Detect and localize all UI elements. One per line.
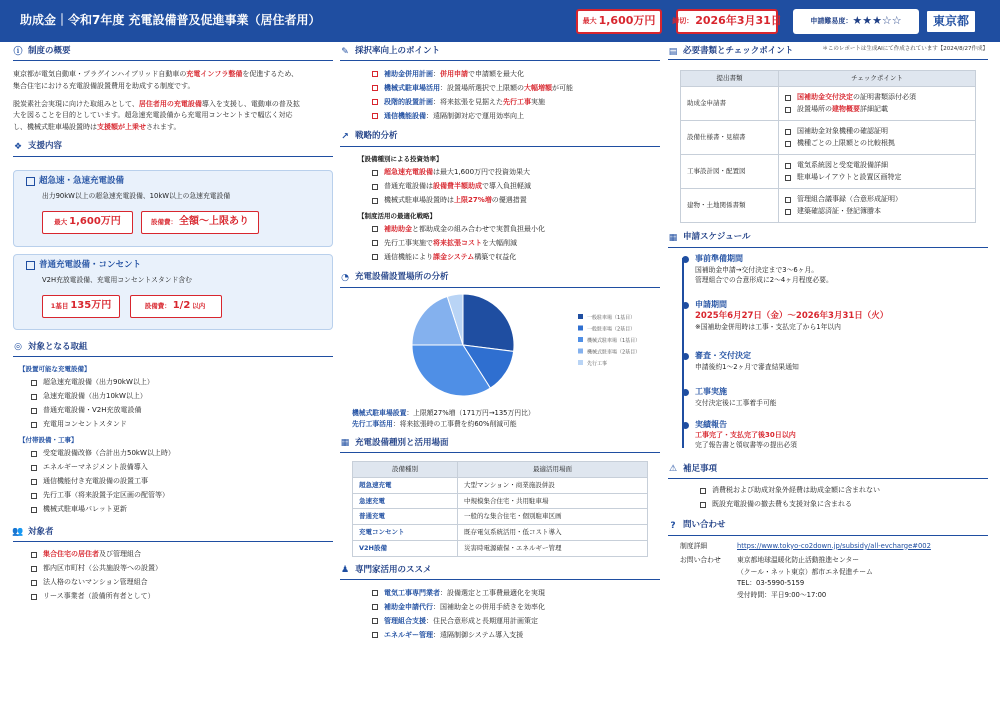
list-item: 法人格のないマンション管理組合	[31, 576, 333, 590]
checkbox-icon	[372, 590, 378, 596]
experts-heading: ♟ 専門家活用のススメ	[340, 565, 660, 580]
square-icon	[26, 177, 35, 186]
checkbox-icon	[785, 107, 791, 113]
table-row: 設備仕様書・見積書 国補助金対象機種の確認証明 機種ごとの上限額との比較根拠	[681, 121, 976, 155]
checkbox-icon	[785, 197, 791, 203]
checkbox-icon	[372, 71, 378, 77]
docs-heading: ▤ 必要書類とチェックポイント	[668, 46, 794, 57]
info-icon: ⓘ	[13, 46, 23, 57]
checkbox-icon	[372, 618, 378, 624]
schedule-timeline	[668, 248, 988, 460]
checkbox-icon	[31, 552, 37, 558]
list-item: リース事業者（設備所有者として）	[31, 590, 333, 604]
checkbox-icon	[372, 85, 378, 91]
checkbox-icon	[31, 451, 37, 457]
checkbox-icon	[785, 175, 791, 181]
timeline-dot	[682, 256, 689, 263]
max-amount-badge: 最大 1,600万円	[576, 9, 662, 34]
timeline-step: 事前準備期間 国補助金申請→交付決定まで3〜6ヶ月。 管理組合での合意形成に2〜4ヶ月程度必要。	[695, 254, 833, 286]
support-fast-max: 最大 1,600万円	[42, 211, 133, 234]
help-icon: ?	[670, 520, 676, 531]
usage-heading: ▦ 充電設備種別と活用場面	[340, 438, 660, 453]
support-box-normal: 普通充電設備・コンセント V2H充放電設備、充電用コンセントスタンド含む 1基目 135万円 設備費： 1/2 以内	[13, 254, 333, 330]
timeline-dot	[682, 422, 689, 429]
checkbox-icon	[31, 380, 37, 386]
checkbox-icon	[372, 170, 378, 176]
checkbox-icon	[31, 580, 37, 586]
support-normal-first: 1基目 135万円	[42, 295, 120, 318]
overview-text: 東京都が電気自動車・プラグインハイブリッド自動車の充電インフラ整備を促進するため、 集合住宅における充電設備設置費用を助成する制度です。	[13, 70, 299, 91]
checkbox-icon	[700, 502, 706, 508]
timeline-dot	[682, 302, 689, 309]
timeline-step: 実績報告 工事完了・支払完了後30日以内 完了報告書と領収書等の提出必須	[695, 420, 797, 451]
checkbox-icon	[372, 198, 378, 204]
eligible-list	[31, 548, 333, 604]
table-row: V2H設備 災害時電源確保・エネルギー管理	[353, 540, 648, 556]
contact-heading: ? 問い合わせ	[668, 520, 988, 535]
difficulty-badge: 申請難易度： ★★★☆☆	[793, 9, 919, 34]
strategy-list-1	[372, 166, 660, 208]
targets-list-2	[31, 447, 333, 517]
list-item: 普通充電設備は 設備費半額助成 で導入負担軽減	[372, 180, 660, 194]
target-icon: ◎	[14, 342, 22, 353]
pie-chart-area	[340, 288, 660, 408]
timeline-dot	[682, 389, 689, 396]
legend-swatch	[578, 325, 583, 330]
strategy-heading: ↗ 戦略的分析	[340, 131, 660, 146]
table-row: 充電コンセント 既存電気系統活用・低コスト導入	[353, 525, 648, 541]
targets-heading: ◎ 対象となる取組	[13, 342, 333, 357]
table-row: 急速充電 中規模集合住宅・共用駐車場	[353, 493, 648, 509]
table-row: 工事設計図・配置図 電気系統図と受変電設備詳細 駐車場レイアウトと設置区画特定	[681, 155, 976, 189]
support-heading: ❖ 支援内容	[13, 141, 333, 156]
list-item: 管理組合支援 ：住民合意形成と長期運用計画策定	[372, 614, 660, 628]
warning-icon: ⚠	[668, 464, 678, 475]
checkbox-icon	[372, 604, 378, 610]
pie-slice	[463, 294, 514, 351]
table-row: 超急速充電 大型マンション・商業施設併設	[353, 477, 648, 493]
usage-table: 設備種別 最適活用場面 超急速充電 大型マンション・商業施設併設 急速充電 中規模集合住宅・共用駐車場 普通充電 一般的な集合住宅・個別駐車区画 充電コンセント 既存電気系統活用・低コスト導入 V2H設備 災害時電源確保・エネルギー管理	[352, 461, 648, 557]
list-item: 通信機能設備 ： 遠隔制御対応で運用効率向上	[372, 109, 660, 123]
adoption-list	[372, 67, 660, 123]
list-item: 超急速充電設備 は最大1,600万円で投資効果大	[372, 166, 660, 180]
list-item: 補助助金 と都助成金の組み合わせで実質負担最小化	[372, 222, 660, 236]
list-item: 先行工事（将来設置予定区画の配管等）	[31, 489, 333, 503]
region-badge: 東京都	[925, 9, 977, 34]
list-item: 通信機能付き充電設備の設置工事	[31, 475, 333, 489]
support-box-fast: 超急速・急速充電設備 出力90kW以上の超急速充電設備、10kW以上の急速充電設備 最大 1,600万円 設備費： 全額〜上限あり	[13, 170, 333, 247]
checkbox-icon	[372, 184, 378, 190]
experts-list	[372, 586, 660, 642]
list-item: 充電用コンセントスタンド	[31, 418, 333, 432]
checkbox-icon	[785, 95, 791, 101]
checkbox-icon	[372, 240, 378, 246]
list-item: エネルギー管理 ：遠隔制御システム導入支援	[372, 628, 660, 642]
chart-up-icon: ↗	[341, 132, 349, 143]
list-item: 消費税および助成対象外経費は助成金額に含まれない	[700, 484, 988, 498]
checkbox-icon	[31, 408, 37, 414]
pie-chart-icon: ◔	[341, 273, 349, 284]
eligible-heading: 👥 対象者	[13, 527, 333, 542]
checkbox-icon	[785, 163, 791, 169]
list-item: 超急速充電設備（出力90kW以上）	[31, 376, 333, 390]
support-normal-rate: 設備費： 1/2 以内	[130, 295, 222, 318]
page-title: 助成金｜令和7年度 充電設備普及促進事業（居住者用）	[20, 13, 321, 27]
checkbox-icon	[372, 99, 378, 105]
list-item: 電気工事専門業者 ：設備選定と工事費最適化を実現	[372, 586, 660, 600]
clipboard-icon: ▤	[668, 46, 678, 57]
calendar-icon: ▦	[668, 232, 678, 243]
checkbox-icon	[372, 254, 378, 260]
checkbox-icon	[31, 465, 37, 471]
overview-text-2: 脱炭素社会実現に向けた取組みとして、居住者用の充電設備導入を支援し、電動車の普及拡 大を図ることを目的としています。超急速充電設備から充電用コンセントまで幅広く対応 し、機械式駐車場設置時は支援額が上乗せされます。	[13, 99, 300, 131]
list-item: 既設充電設備の撤去費も支援対象に含まれる	[700, 498, 988, 512]
middle-column: ✎ 採択率向上のポイント 補助金併用計画 ： 併用申請 で申請額を最大化 機械式駐車場活用 ： 設置場所選択で上限額の 大幅増額 が可能 段階的設置計画 ： 将来拡張を見据えた 先行工事 実施 通信機能設備 ： 遠隔制御対応で運用効率向上 ↗ 戦略的分析 【設備種別による投資効率】 超急速充電設備 は最大1,600万円で投資効果大 普通充電設備は 設備費半額助成 で導入負担軽減 機械式駐車場設置時は 上限27%増 の優遇措置 【制度活用の最適化戦略】 補助助金 と都助成金の組み合わせで実質負担最小化 先行工事実施で 将来拡張コスト を大幅削減 通信機能により 課金システム 構築で収益化 ◔ 充電設備設置場所の分析 一般駐車場（1基目） 一般駐車場（2基目） 機械式駐車場（1基目） 機械式駐車場（2基目） 先行工事 機械式駐車場設置：上限額27%増（171万円→135万円比） 先行工事活用：将来拡張時の工事費を約60%削減可能 ▦ 充電設備種別と活用場面 設備種別 最適活用場面 超急速充電 大型マンション・商業施設併設 急速充電 中規模集合住宅・共用駐車場 普通充電 一般的な集合住宅・個別駐車区画 充電コンセント 既存電気系統活用・低コスト導入 V2H設備 災害時電源確保・エネルギー管理 ♟ 専門家活用のススメ 電気工事専門業者 ：設備選定と工事費最適化を実現 補助金申請代行 ：国補助金との併用手続きを効率化 管理組合支援 ：住民合意形成と長期運用計画策定 エネルギー管理 ：遠隔制御システム導入支援	[340, 46, 660, 642]
support-fast-rate: 設備費： 全額〜上限あり	[141, 211, 259, 234]
legend-swatch	[578, 314, 583, 319]
table-row: 助成金申請書 国補助金交付決定 の証明書類添付必須 設置場所の 建物概要 詳細記載	[681, 87, 976, 121]
table-row: 建物・土地関係書類 管理組合議事録（合意形成証明） 建築確認済証・登記簿謄本	[681, 189, 976, 223]
timeline-step: 工事実施 交付決定後に工事着手可能	[695, 387, 777, 408]
checkbox-icon	[785, 141, 791, 147]
list-item: 都内区市町村（公共施設等への設置）	[31, 562, 333, 576]
legend-swatch	[578, 360, 583, 365]
checkbox-icon	[372, 632, 378, 638]
legend-swatch	[578, 348, 583, 353]
list-item: 通信機能により 課金システム 構築で収益化	[372, 250, 660, 264]
checkbox-icon	[785, 209, 791, 215]
list-item: 機械式駐車場活用 ： 設置場所選択で上限額の 大幅増額 が可能	[372, 81, 660, 95]
checkbox-icon	[31, 479, 37, 485]
overview-heading: ⓘ 制度の概要	[13, 46, 333, 61]
timeline-step: 申請期間 2025年6月27日（金）〜2026年3月31日（火） ※国補助金併用時は工事・支払完了から1年以内	[695, 300, 888, 333]
deadline-badge: 締切： 2026年3月31日	[676, 9, 778, 34]
contact-block: 制度詳細 https://www.tokyo-co2down.jp/subsidy/all-evcharge#002 お問い合わせ 東京都地球温暖化防止活動推進センター （クール・ネット東京）都市エネ促進チーム TEL：03-5990-5159 受付時間：平日9:00〜17:00	[668, 536, 988, 616]
pencil-icon: ✎	[341, 46, 349, 57]
left-column: ⓘ 制度の概要 東京都が電気自動車・プラグインハイブリッド自動車の充電インフラ整備を促進するため、 集合住宅における充電設備設置費用を助成する制度です。 脱炭素社会実現に向けた取組みとして、居住者用の充電設備導入を支援し、電動車の普及拡 大を図ることを目的としています。超急速充電設備から充電用コンセントまで幅広く対応 し、機械式駐車場設置時は支援額が上乗せされます。 ❖ 支援内容 超急速・急速充電設備 出力90kW以上の超急速充電設備、10kW以上の急速充電設備 最大 1,600万円 設備費： 全額〜上限あり 普通充電設備・コンセント V2H充放電設備、充電用コンセントスタンド含む 1基目 135万円 設備費： 1/2 以内 ◎ 対象となる取組 【設置可能な充電設備】 超急速充電設備（出力90kW以上） 急速充電設備（出力10kW以上） 普通充電設備・V2H充放電設備 充電用コンセントスタンド 【付帯設備・工事】 受変電設備改修（合計出力50kW以上時） エネルギーマネジメント設備導入 通信機能付き充電設備の設置工事 先行工事（将来設置予定区画の配管等） 機械式駐車場パレット更新 👥 対象者 集合住宅の居住者 及び管理組合 都内区市町村（公共施設等への設置） 法人格のないマンション管理組合 リース事業者（設備所有者として）	[13, 46, 333, 604]
pie-chart	[340, 288, 660, 408]
checkbox-icon	[31, 594, 37, 600]
right-column	[668, 46, 988, 616]
schedule-heading: ▦ 申請スケジュール	[668, 232, 988, 247]
checkbox-icon	[372, 226, 378, 232]
people-icon: 👥	[12, 527, 24, 538]
legend-swatch	[578, 337, 583, 342]
pie-notes: 機械式駐車場設置：上限額27%増（171万円→135万円比） 先行工事活用：将来拡張時の工事費を約60%削減可能	[352, 408, 535, 428]
ai-note: ＊このレポートは生成AIにて作成されています【2024/8/27作成】	[822, 46, 988, 52]
list-item: 補助金申請代行 ：国補助金との併用手続きを効率化	[372, 600, 660, 614]
notes-heading: ⚠ 補足事項	[668, 464, 988, 479]
handshake-icon: ❖	[13, 141, 23, 152]
legend-label: 先行工事	[587, 360, 608, 367]
list-item: 急速充電設備（出力10kW以上）	[31, 390, 333, 404]
checkbox-icon	[785, 129, 791, 135]
list-item: 機械式駐車場設置時は 上限27%増 の優遇措置	[372, 194, 660, 208]
checkbox-icon	[31, 422, 37, 428]
pie-heading: ◔ 充電設備設置場所の分析	[340, 272, 660, 287]
list-item: 補助金併用計画 ： 併用申請 で申請額を最大化	[372, 67, 660, 81]
adoption-heading: ✎ 採択率向上のポイント	[340, 46, 660, 61]
list-item: 段階的設置計画 ： 将来拡張を見据えた 先行工事 実施	[372, 95, 660, 109]
list-item: 先行工事実施で 将来拡張コスト を大幅削減	[372, 236, 660, 250]
targets-list-1	[31, 376, 333, 432]
legend-label: 一般駐車場（2基目）	[587, 326, 636, 333]
legend-label: 機械式駐車場（2基目）	[587, 349, 641, 356]
checkbox-icon	[31, 566, 37, 572]
list-item: 受変電設備改修（合計出力50kW以上時）	[31, 447, 333, 461]
contact-details: 東京都地球温暖化防止活動推進センター （クール・ネット東京）都市エネ促進チーム TEL：03-5990-5159 受付時間：平日9:00〜17:00	[737, 555, 873, 600]
timeline-step: 審査・交付決定 申請後約1〜2ヶ月で審査結果通知	[695, 351, 799, 372]
list-item: エネルギーマネジメント設備導入	[31, 461, 333, 475]
person-icon: ♟	[340, 565, 350, 576]
checkbox-icon	[31, 394, 37, 400]
strategy-list-2	[372, 222, 660, 264]
square-icon	[26, 261, 35, 270]
checkbox-icon	[372, 113, 378, 119]
checkbox-icon	[700, 488, 706, 494]
notes-list	[700, 484, 988, 512]
list-item: 集合住宅の居住者 及び管理組合	[31, 548, 333, 562]
star-rating: ★★★☆☆	[852, 14, 902, 28]
header-bar	[0, 0, 1000, 42]
list-item: 機械式駐車場パレット更新	[31, 503, 333, 517]
timeline-dot	[682, 353, 689, 360]
table-row: 普通充電 一般的な集合住宅・個別駐車区画	[353, 509, 648, 525]
building-icon: ▦	[340, 438, 350, 449]
list-item: 普通充電設備・V2H充放電設備	[31, 404, 333, 418]
legend-label: 機械式駐車場（1基目）	[587, 337, 641, 344]
checkbox-icon	[31, 493, 37, 499]
checkbox-icon	[31, 507, 37, 513]
contact-url-link[interactable]: https://www.tokyo-co2down.jp/subsidy/all-evcharge#002	[737, 541, 931, 550]
docs-table: 提出書類 チェックポイント 助成金申請書 国補助金交付決定 の証明書類添付必須 設置場所の 建物概要 詳細記載 設備仕様書・見積書 国補助金対象機種の確認証明 機種ごとの上限額との比較根拠 工事設計図・配置図 電気系統図と受変電設備詳細 駐車場レイアウトと設置区画特定 建物・土地関係書類 管理組合議事録（合意形成証明） 建築確認済証・登記簿謄本	[680, 70, 976, 223]
legend-label: 一般駐車場（1基目）	[587, 314, 636, 321]
